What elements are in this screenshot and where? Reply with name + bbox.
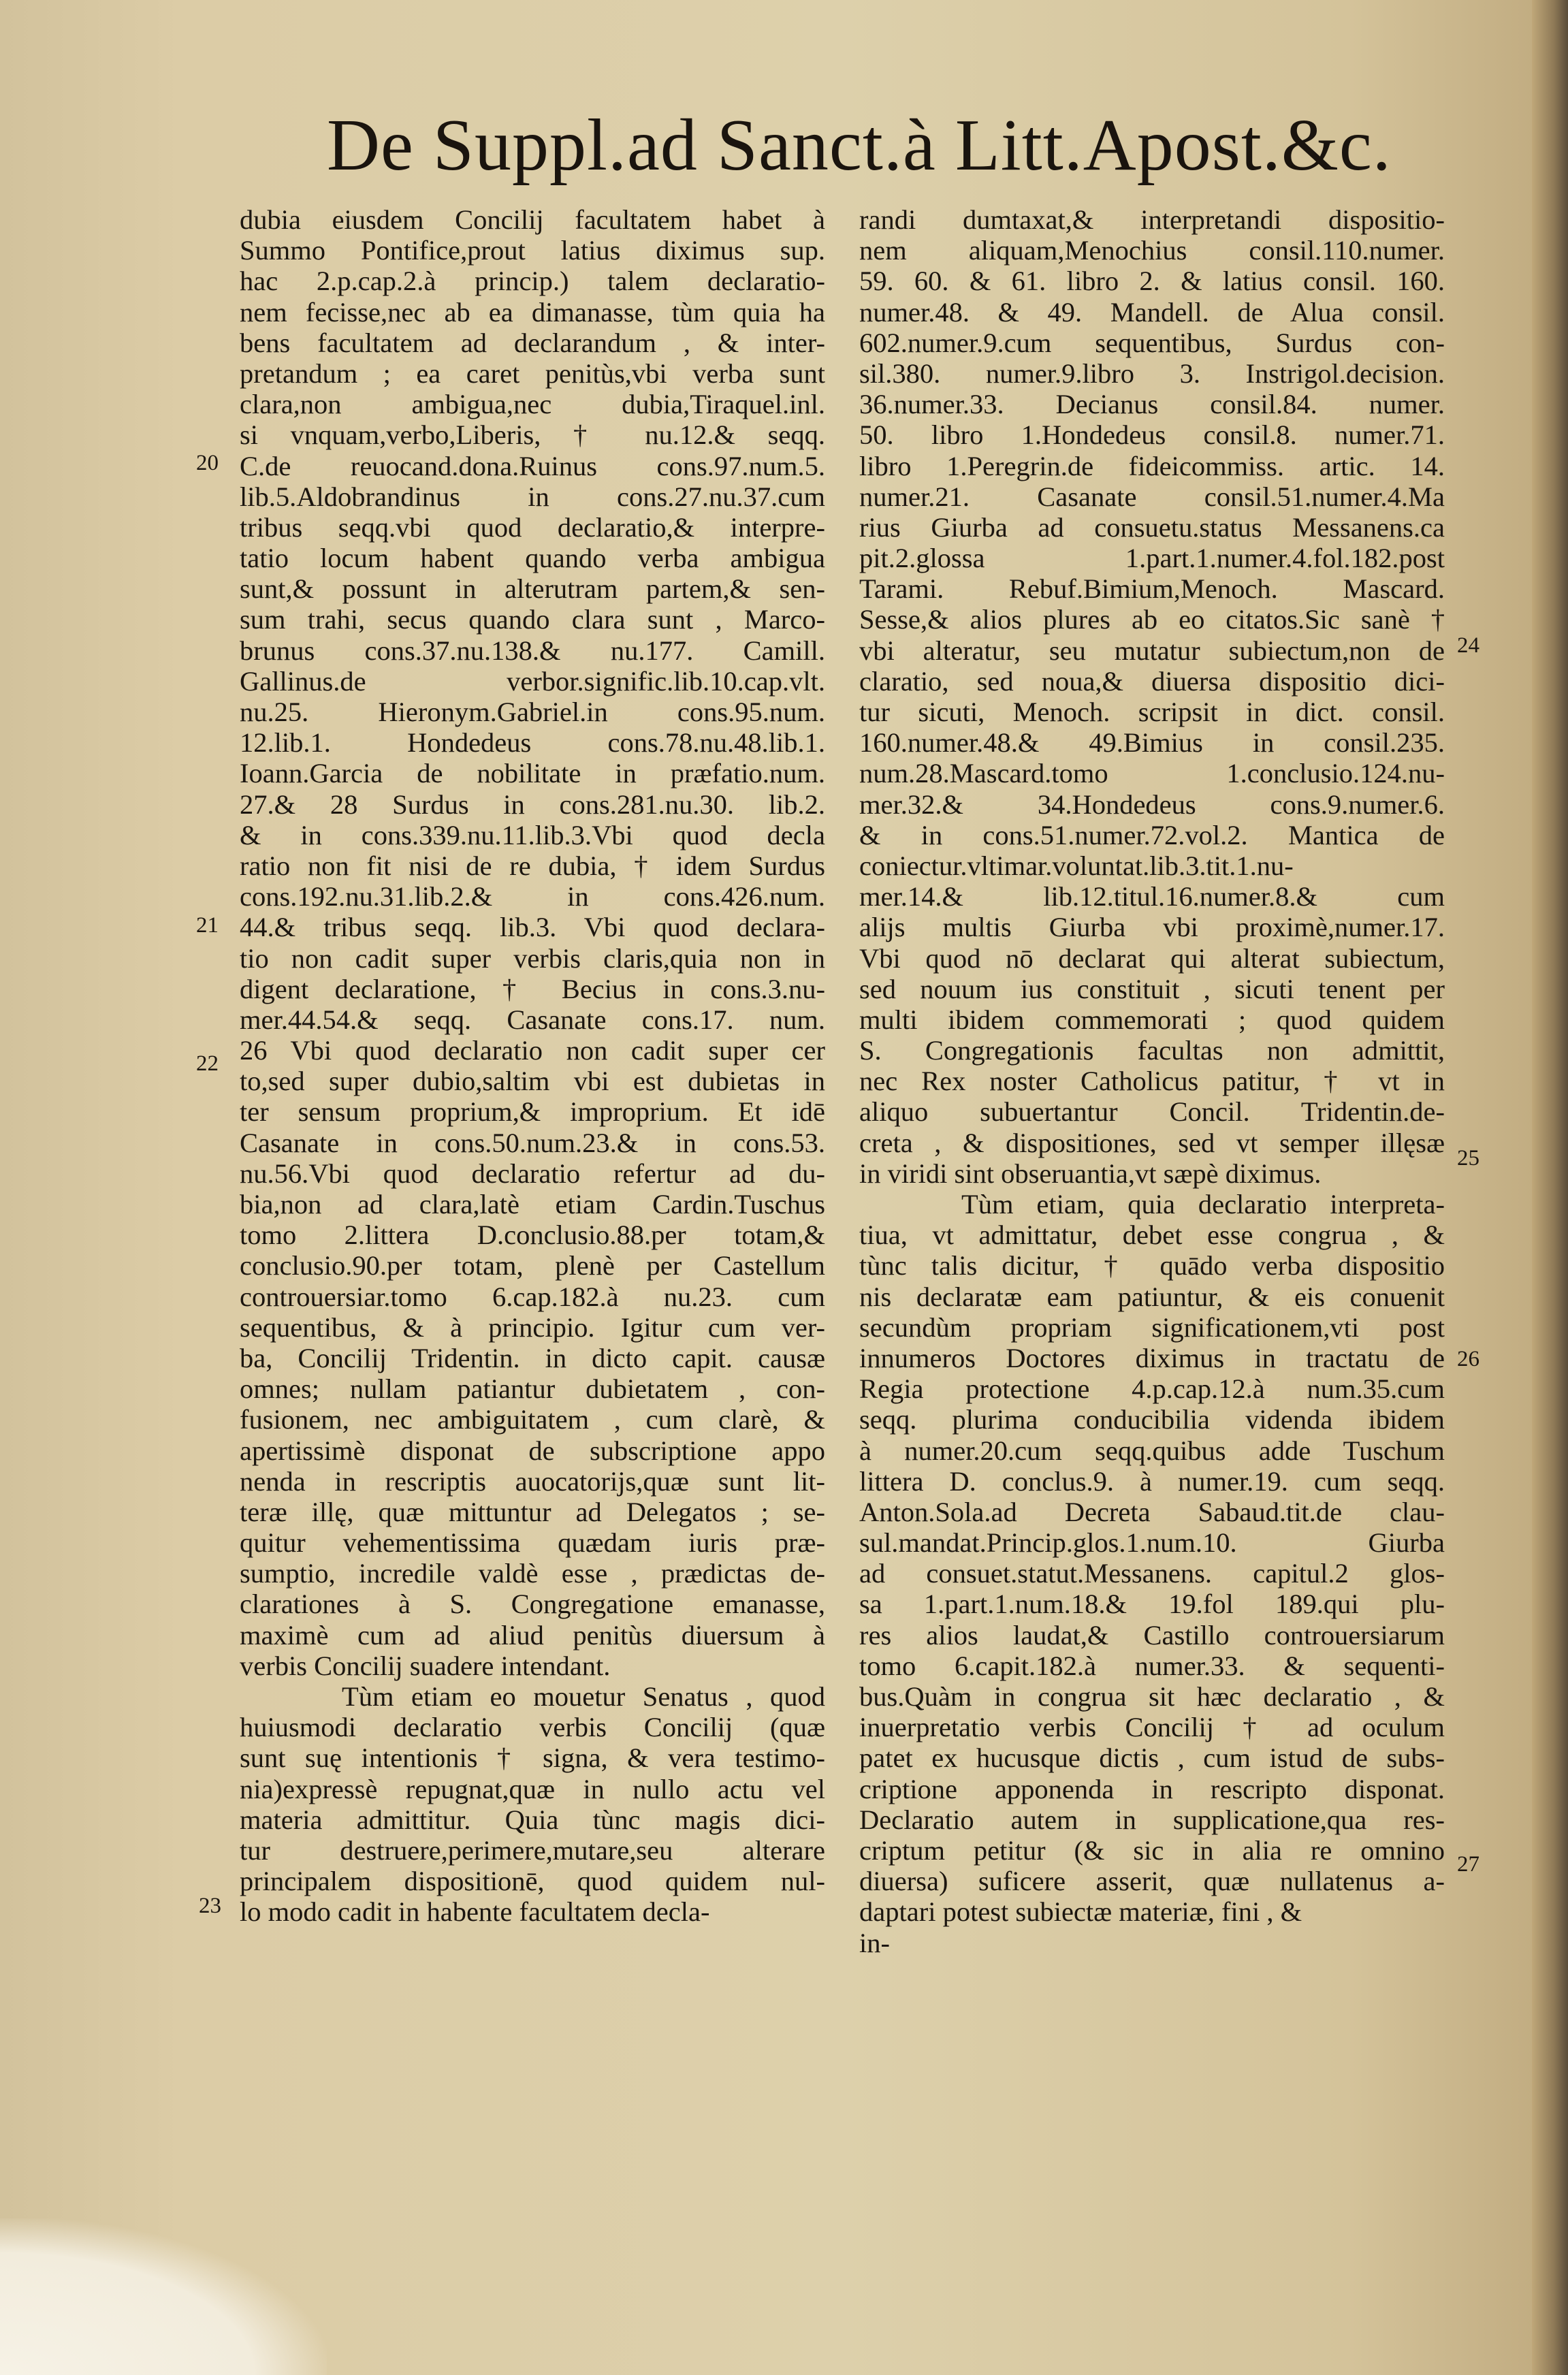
text-line: sul.mandat.Princip.glos.1.num.10. Giurba (859, 1527, 1445, 1559)
text-line: rius Giurba ad consuetu.status Messanens.ca (859, 511, 1445, 543)
text-line: randi dumtaxat,& interpretandi dispositio- (859, 204, 1445, 235)
text-line: res alios laudat,& Castillo controuersiarum (859, 1619, 1445, 1651)
text-line: dubia eiusdem Concilij facultatem habet à (240, 204, 825, 235)
text-line: in- (859, 1927, 890, 1958)
text-line: seqq. plurima conducibilia videnda ibidem (859, 1404, 1445, 1435)
text-line: Sesse,& alios plures ab eo citatos.Sic sanè † (859, 604, 1445, 635)
text-line: mer.44.54.& seqq. Casanate cons.17. num. (240, 1004, 825, 1035)
text-line: pretandum ; ea caret penitùs,vbi verba sunt (240, 357, 825, 389)
text-line: claratio, sed noua,& diuersa dispositio dici- (859, 665, 1445, 697)
text-line: 36.numer.33. Decianus consil.84. numer. (859, 389, 1445, 420)
text-line: teræ illę, quæ mittuntur ad Delegatos ; se- (240, 1496, 825, 1527)
text-line: clara,non ambigua,nec dubia,Tiraquel.inl. (240, 389, 825, 420)
text-line: creta , & dispositiones, sed vt semper illęsæ (859, 1127, 1445, 1158)
text-line: 50. libro 1.Hondedeus consil.8. numer.71. (859, 419, 1445, 451)
text-line: 160.numer.48.& 49.Bimius in consil.235. (859, 727, 1445, 759)
text-line: to,sed super dubio,saltim vbi est dubietas in (240, 1066, 825, 1097)
text-line: littera D. conclus.9. à numer.19. cum seqq. (859, 1465, 1445, 1497)
text-line: brunus cons.37.nu.138.& nu.177. Camill. (240, 635, 825, 666)
text-line: cons.192.nu.31.lib.2.& in cons.426.num. (240, 881, 825, 912)
text-line: C.de reuocand.dona.Ruinus cons.97.num.5. (240, 450, 825, 481)
text-line: criptum petitur (& sic in alia re omnino (859, 1834, 1445, 1866)
torn-corner (0, 2218, 327, 2375)
text-line: principalem dispositionē, quod quidem nul- (240, 1866, 825, 1897)
text-line: multi ibidem commemorati ; quod quidem (859, 1004, 1445, 1035)
text-line: 602.numer.9.cum sequentibus, Surdus con- (859, 327, 1445, 358)
text-line: controuersiar.tomo 6.cap.182.à nu.23. cum (240, 1281, 825, 1312)
text-line: criptione apponenda in rescripto disponat. (859, 1773, 1445, 1804)
text-line: bens facultatem ad declarandum , & inter- (240, 327, 825, 358)
text-line: nia)expressè repugnat,quæ in nullo actu vel (240, 1773, 825, 1804)
margin-number: 21 (196, 913, 219, 938)
text-line: omnes; nullam patiantur dubietatem , con- (240, 1373, 825, 1405)
text-line: ba, Concilij Tridentin. in dicto capit. causæ (240, 1342, 825, 1373)
text-line: hac 2.p.cap.2.à princip.) talem declaratio- (240, 266, 825, 297)
text-line: bia,non ad clara,latè etiam Cardin.Tuschus (240, 1189, 825, 1220)
text-line: digent declaratione, † Becius in cons.3.nu- (240, 973, 825, 1004)
text-line: 26 Vbi quod declaratio non cadit super cer (240, 1035, 825, 1066)
text-line: ratio non fit nisi de re dubia, † idem Surdus (240, 850, 825, 881)
text-line: 27.& 28 Surdus in cons.281.nu.30. lib.2. (240, 788, 825, 820)
text-line: nec Rex noster Catholicus patitur, † vt in (859, 1066, 1445, 1097)
text-line: tiua, vt admittatur, debet esse congrua , & (859, 1220, 1445, 1251)
text-line: tomo 6.capit.182.à numer.33. & sequenti- (859, 1650, 1445, 1681)
text-line: fusionem, nec ambiguitatem , cum clarè, & (240, 1404, 825, 1435)
text-line: clarationes à S. Congregatione emanasse, (240, 1589, 825, 1620)
text-line: patet ex hucusque dictis , cum istud de subs- (859, 1742, 1445, 1774)
text-line: tomo 2.littera D.conclusio.88.per totam,& (240, 1220, 825, 1251)
text-line: Gallinus.de verbor.signific.lib.10.cap.vlt. (240, 665, 825, 697)
text-line: diuersa) suficere asserit, quæ nullatenus a- (859, 1866, 1445, 1897)
text-line: apertissimè disponat de subscriptione appo (240, 1435, 825, 1466)
text-line: coniectur.vltimar.voluntat.lib.3.tit.1.nu- (859, 850, 1294, 881)
text-line: innumeros Doctores diximus in tractatu de (859, 1342, 1445, 1373)
text-line: sunt suę intentionis † signa, & vera testimo- (240, 1742, 825, 1774)
text-line: Regia protectione 4.p.cap.12.à num.35.cum (859, 1373, 1445, 1405)
text-line: in viridi sint obseruantia,vt sæpè diximus. (859, 1158, 1322, 1189)
text-line: Ioann.Garcia de nobilitate in præfatio.num. (240, 758, 825, 789)
text-line: 59. 60. & 61. libro 2. & latius consil. 160. (859, 266, 1445, 297)
page-edge (1532, 0, 1568, 2375)
text-line: Anton.Sola.ad Decreta Sabaud.tit.de clau- (859, 1496, 1445, 1527)
text-line: mer.14.& lib.12.titul.16.numer.8.& cum (859, 881, 1445, 912)
text-line: lo modo cadit in habente facultatem decla- (240, 1896, 710, 1928)
text-line: verbis Concilij suadere intendant. (240, 1650, 611, 1681)
text-line: bus.Quàm in congrua sit hæc declaratio , & (859, 1681, 1445, 1712)
text-line: Tùm etiam eo mouetur Senatus , quod (342, 1681, 825, 1712)
text-line: pit.2.glossa 1.part.1.numer.4.fol.182.post (859, 543, 1445, 574)
text-line: aliquo subuertantur Concil. Tridentin.de- (859, 1096, 1445, 1128)
text-line: mer.32.& 34.Hondedeus cons.9.numer.6. (859, 788, 1445, 820)
text-line: tur destruere,perimere,mutare,seu alterare (240, 1834, 825, 1866)
text-line: Summo Pontifice,prout latius diximus sup. (240, 235, 825, 266)
margin-number: 25 (1457, 1146, 1479, 1170)
margin-number: 23 (199, 1894, 221, 1918)
text-line: Declaratio autem in supplicatione,qua res- (859, 1804, 1445, 1835)
text-line: sed nouum ius constituit , sicuti tenent per (859, 973, 1445, 1004)
text-line: nem fecisse,nec ab ea dimanasse, tùm quia ha (240, 296, 825, 328)
text-line: numer.21. Casanate consil.51.numer.4.Ma (859, 481, 1445, 512)
text-line: Vbi quod nō declarat qui alterat subiectum, (859, 942, 1445, 974)
text-line: alijs multis Giurba vbi proximè,numer.17. (859, 912, 1445, 943)
text-line: quitur vehementissima quædam iuris præ- (240, 1527, 825, 1559)
text-line: nu.56.Vbi quod declaratio refertur ad du- (240, 1158, 825, 1189)
left-column (240, 204, 825, 1928)
text-line: inuerpretatio verbis Concilij † ad oculum (859, 1712, 1445, 1743)
text-line: & in cons.51.numer.72.vol.2. Mantica de (859, 819, 1445, 850)
page-header: De Suppl.ad Sanct.à Litt.Apost.&c. (327, 105, 1392, 186)
text-line: tùnc talis dicitur, † quādo verba dispositio (859, 1250, 1445, 1281)
text-line: nis declaratæ eam patiuntur, & eis conuenit (859, 1281, 1445, 1312)
text-line: nu.25. Hieronym.Gabriel.in cons.95.num. (240, 697, 825, 727)
text-line: sil.380. numer.9.libro 3. Instrigol.decision. (859, 357, 1445, 389)
text-line: Casanate in cons.50.num.23.& in cons.53. (240, 1127, 825, 1158)
text-line: materia admittitur. Quia tùnc magis dici- (240, 1804, 825, 1835)
text-line: & in cons.339.nu.11.lib.3.Vbi quod decla (240, 819, 825, 850)
text-line: ter sensum proprium,& improprium. Et idē (240, 1096, 825, 1128)
margin-number: 27 (1457, 1852, 1479, 1877)
margin-number: 20 (196, 451, 219, 475)
text-line: S. Congregationis facultas non admittit, (859, 1035, 1445, 1066)
text-line: tio non cadit super verbis claris,quia non in (240, 942, 825, 974)
text-line: sequentibus, & à principio. Igitur cum ver- (240, 1311, 825, 1343)
margin-number: 26 (1457, 1347, 1479, 1371)
text-line: conclusio.90.per totam, plenè per Castellum (240, 1250, 825, 1281)
text-line: nem aliquam,Menochius consil.110.numer. (859, 235, 1445, 266)
text-line: 12.lib.1. Hondedeus cons.78.nu.48.lib.1. (240, 727, 825, 759)
text-line: num.28.Mascard.tomo 1.conclusio.124.nu- (859, 758, 1445, 789)
text-line: 44.& tribus seqq. lib.3. Vbi quod declara- (240, 912, 825, 943)
right-column (859, 204, 1445, 1958)
text-line: à numer.20.cum seqq.quibus adde Tuschum (859, 1435, 1445, 1466)
text-line: ad consuet.statut.Messanens. capitul.2 glos- (859, 1558, 1445, 1589)
text-line: Tùm etiam, quia declaratio interpreta- (961, 1189, 1445, 1220)
text-line: tur sicuti, Menoch. scripsit in dict. consil. (859, 697, 1445, 727)
margin-number: 22 (196, 1051, 219, 1076)
text-line: nenda in rescriptis auocatorijs,quæ sunt lit- (240, 1465, 825, 1497)
text-line: sa 1.part.1.num.18.& 19.fol 189.qui plu- (859, 1589, 1445, 1620)
text-line: huiusmodi declaratio verbis Concilij (quæ (240, 1712, 825, 1743)
text-line: secundùm propriam significationem,vti post (859, 1311, 1445, 1343)
text-line: daptari potest subiectæ materiæ, fini , & (859, 1896, 1302, 1928)
text-line: libro 1.Peregrin.de fideicommiss. artic. 14. (859, 450, 1445, 481)
text-line: sumptio, incredile valdè esse , prædictas de- (240, 1558, 825, 1589)
text-line: sum trahi, secus quando clara sunt , Marco- (240, 604, 825, 635)
text-line: maximè cum ad aliud penitùs diuersum à (240, 1619, 825, 1651)
text-line: numer.48. & 49. Mandell. de Alua consil. (859, 296, 1445, 328)
text-line: vbi alteratur, seu mutatur subiectum,non de (859, 635, 1445, 666)
text-line: tatio locum habent quando verba ambigua (240, 543, 825, 574)
text-line: sunt,& possunt in alterutram partem,& sen- (240, 573, 825, 605)
text-line: tribus seqq.vbi quod declaratio,& interpre- (240, 511, 825, 543)
margin-number: 24 (1457, 633, 1479, 658)
text-line: Tarami. Rebuf.Bimium,Menoch. Mascard. (859, 573, 1445, 605)
text-line: lib.5.Aldobrandinus in cons.27.nu.37.cum (240, 481, 825, 512)
text-line: si vnquam,verbo,Liberis, † nu.12.& seqq. (240, 419, 825, 451)
